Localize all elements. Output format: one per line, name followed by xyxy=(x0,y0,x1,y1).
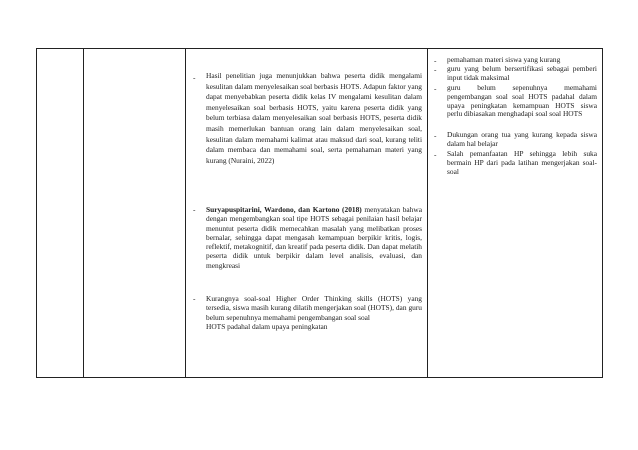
paragraph-hots-assessment xyxy=(206,205,422,270)
bullet-dash: - xyxy=(193,205,196,214)
column-divider xyxy=(185,49,186,377)
paragraph-body: menyatakan bahwa dengan mengembangkan soal tipe HOTS sebagai penilaian hasil belajar menuntut peserta didik memecahkan masalah yang melibatkan proses bernalar, sehingga dapat mengasah kemampuan berpikir kritis, logis, reflektif, metakognitif, dan kreatif pada peserta didik. Dan dapat melatih peserta didik untuk berpikir dalam level analisis, evaluasi, dan mengkreasi xyxy=(206,205,422,270)
bullet-dash: - xyxy=(434,131,437,140)
paragraph-tail: HOTS padahal dalam upaya peningkatan xyxy=(206,321,328,331)
factor-item: Dukungan orang tua yang kurang kepada siswa dalam hal belajar xyxy=(447,130,597,148)
paragraph-lack-of-hots xyxy=(206,294,422,331)
citation-authors: Suryapuspitarini, Wardono, dan Kartono (2018) xyxy=(206,205,362,214)
bullet-dash: - xyxy=(193,294,196,303)
bullet-dash: - xyxy=(434,65,437,74)
bullet-dash: - xyxy=(193,73,196,82)
bullet-dash: - xyxy=(434,56,437,65)
paragraph-body: Kurangnya soal-soal Higher Order Thinking skills (HOTS) yang tersedia, siswa masih kurang dilatih mengerjakan soal (HOTS), dan guru belum sepenuhnya memahami pengembangan soal soal xyxy=(206,294,422,322)
factor-item: guru belum sepenuhnya memahami pengembangan soal soal HOTS padahal dalam upaya peningkatan kemampuan HOTS siswa perlu dibiasakan menghadapi soal soal HOTS xyxy=(447,83,597,119)
factor-item: guru yang belum bersertifikasi sebagai pemberi input tidak maksimal xyxy=(447,64,597,82)
column-divider xyxy=(427,49,428,377)
factor-item: pemahaman materi siswa yang kurang xyxy=(447,55,561,64)
paragraph-hots-difficulty: Hasil penelitian juga menunjukkan bahwa peserta didik mengalami kesulitan dalam menyelesaikan soal berbasis HOTS. Adapun faktor yang dapat menyebabkan peserta didik kelas IV mengalami kesulitan dalam menyelesaikan soal berbasis HOTS, yaitu karena peserta didik yang belum terbiasa dalam menyelesaikan soal berbasis HOTS, peserta didik masih memerlukan bantuan orang lain dalam menyelesaikan soal, kesulitan dalam memahami kalimat atau maksud dari soal, kurang teliti dalam membaca dan memahami soal, serta pemahaman materi yang kurang (Nuraini, 2022) xyxy=(206,71,422,165)
factor-item: Salah pemanfaatan HP sehingga lebih suka bermain HP dari pada latihan mengerjakan soal-soal xyxy=(447,149,597,176)
bullet-dash: - xyxy=(434,150,437,159)
column-divider xyxy=(83,49,84,377)
bullet-dash: - xyxy=(434,84,437,93)
